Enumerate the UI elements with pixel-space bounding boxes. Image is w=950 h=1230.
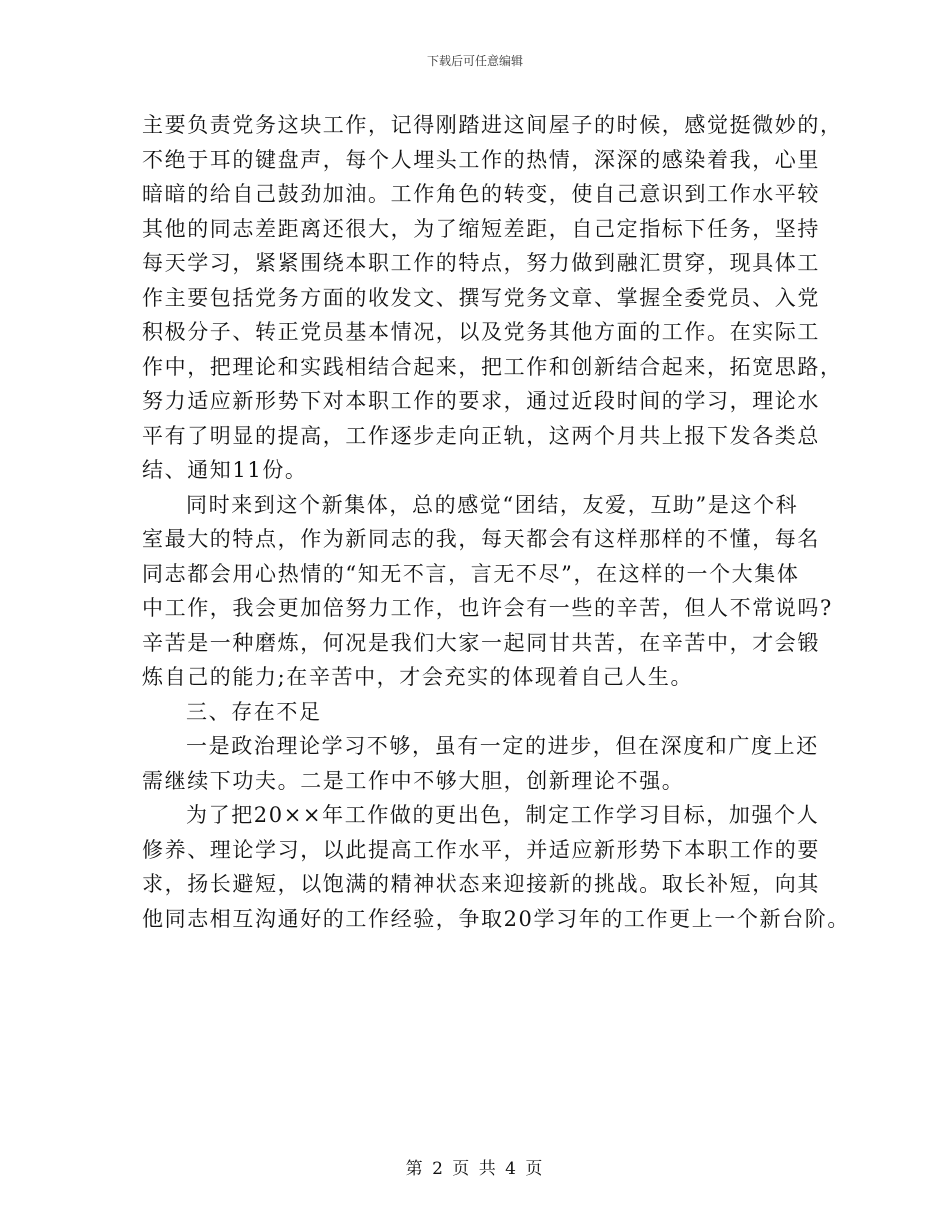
text-line: 主要负责党务这块工作，记得刚踏进这间屋子的时候，感觉挺微妙的， <box>142 113 843 137</box>
text-line: 作主要包括党务方面的收发文、撰写党务文章、掌握全委党员、入党 <box>142 285 820 310</box>
text-line: 其他的同志差距离还很大，为了缩短差距，自己定指标下任务，坚持 <box>142 216 820 241</box>
text-line: 不绝于耳的键盘声，每个人埋头工作的热情，深深的感染着我，心里 <box>142 147 820 172</box>
body-text <box>142 108 850 936</box>
text-line: 努力适应新形势下对本职工作的要求，通过近段时间的学习，理论水 <box>142 389 820 413</box>
paragraph-start-line: 为了把20××年工作做的更出色，制定工作学习目标，加强个人 <box>186 803 820 827</box>
page-header: 下载后可任意编辑 <box>426 54 523 68</box>
text-line: 每天学习，紧紧围绕本职工作的特点，努力做到融汇贯穿，现具体工 <box>142 251 820 275</box>
text-line: 结、通知11份。 <box>142 458 308 482</box>
paragraph-start-line: 同时来到这个新集体，总的感觉“团结，友爱，互助”是这个科 <box>186 492 799 517</box>
page-number-footer: 第 2 页 共 4 页 <box>405 1159 545 1179</box>
text-line: 室最大的特点，作为新同志的我，每天都会有这样那样的不懂，每名 <box>142 527 820 551</box>
text-line: 中工作，我会更加倍努力工作，也许会有一些的辛苦，但人不常说吗? <box>142 596 833 620</box>
section-heading: 三、存在不足 <box>186 699 322 724</box>
text-line: 作中，把理论和实践相结合起来，把工作和创新结合起来，拓宽思路， <box>142 354 843 379</box>
text-line: 同志都会用心热情的“知无不言，言无不尽”，在这样的一个大集体 <box>142 561 800 586</box>
text-line: 积极分子、转正党员基本情况，以及党务其他方面的工作。在实际工 <box>142 320 820 344</box>
text-line: 修养、理论学习，以此提高工作水平，并适应新形势下本职工作的要 <box>142 837 820 862</box>
text-line: 他同志相互沟通好的工作经验，争取20学习年的工作更上一个新台阶。 <box>142 906 850 931</box>
text-line: 暗暗的给自己鼓劲加油。工作角色的转变，使自己意识到工作水平较 <box>142 182 820 206</box>
paragraph-start-line: 一是政治理论学习不够，虽有一定的进步，但在深度和广度上还 <box>186 734 819 758</box>
text-line: 需继续下功夫。二是工作中不够大胆，创新理论不强。 <box>142 768 685 793</box>
text-line: 求，扬长避短，以饱满的精神状态来迎接新的挑战。取长补短，向其 <box>142 872 820 896</box>
text-line: 辛苦是一种磨炼，何况是我们大家一起同甘共苦，在辛苦中，才会锻 <box>142 630 820 655</box>
text-line: 炼自己的能力;在辛苦中，才会充实的体现着自己人生。 <box>142 665 694 689</box>
text-line: 平有了明显的提高，工作逐步走向正轨，这两个月共上报下发各类总 <box>142 423 820 448</box>
